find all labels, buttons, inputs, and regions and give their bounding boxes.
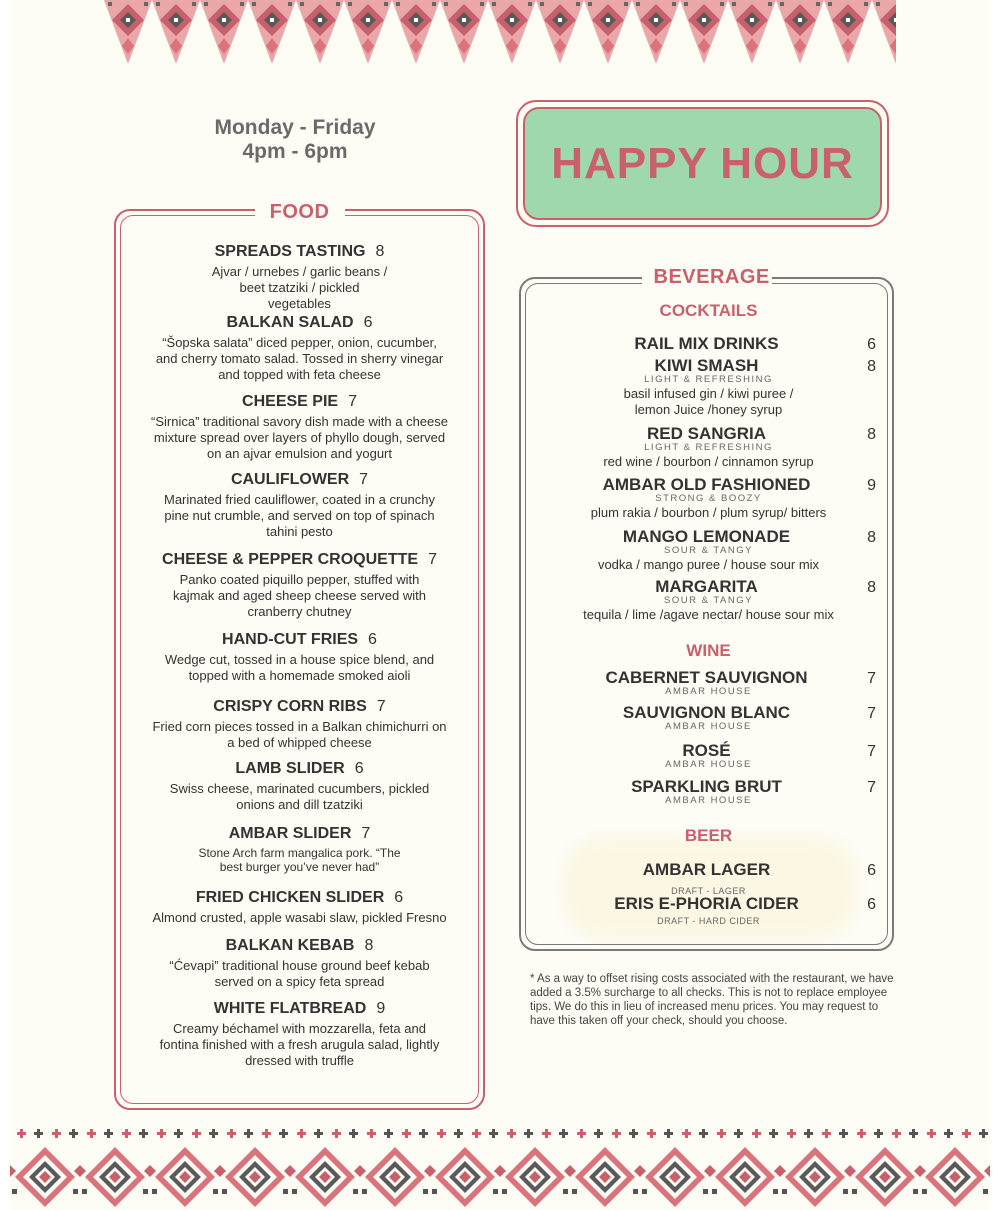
food-item	[114, 937, 485, 990]
food-item-name: WHITE FLATBREAD	[213, 1000, 367, 1017]
drink-desc: red wine / bourbon / cinnamon syrup	[603, 454, 814, 469]
food-item-desc: Panko coated piquillo pepper, stuffed with kajmak and aged sheep cheese served with cranberry chutney	[173, 572, 426, 619]
drink-name: CABERNET SAUVIGNON	[605, 668, 808, 687]
drink-tag: AMBAR HOUSE	[665, 759, 752, 770]
cocktail-item	[521, 356, 896, 418]
food-item	[114, 631, 485, 684]
cocktails-title: COCKTAILS	[659, 301, 758, 320]
food-item-name: BALKAN KEBAB	[225, 937, 355, 954]
food-item-price: 6	[394, 889, 404, 906]
food-item	[114, 698, 485, 751]
food-item-desc: Fried corn pieces tossed in a Balkan chimichurri on a bed of whipped cheese	[152, 719, 447, 750]
food-item-price: 9	[376, 1000, 386, 1017]
food-item-price: 8	[364, 937, 374, 954]
drink-name: MANGO LEMONADE	[622, 527, 791, 546]
food-item-name: HAND-CUT FRIES	[222, 631, 359, 648]
food-item-price: 6	[363, 314, 373, 331]
wine-item	[521, 777, 896, 806]
hours-block	[150, 116, 440, 164]
food-item-price: 7	[376, 698, 386, 715]
food-item-price: 6	[354, 760, 364, 777]
food-item-desc: “Šopska salata” diced pepper, onion, cucumber, and cherry tomato salad. Tossed in sherry vinegar and topped with feta cheese	[155, 335, 444, 382]
food-item-name: CAULIFLOWER	[230, 471, 350, 488]
food-item	[114, 825, 485, 874]
wine-title: WINE	[686, 641, 731, 660]
drink-desc: basil infused gin / kiwi puree / lemon Juice /honey syrup	[623, 386, 794, 417]
beer-title: BEER	[684, 826, 733, 845]
food-item-name: AMBAR SLIDER	[228, 825, 352, 842]
food-item-name: SPREADS TASTING	[214, 243, 366, 260]
food-section-title: FOOD	[255, 201, 345, 224]
cocktail-item	[521, 527, 896, 573]
food-item-name: LAMB SLIDER	[235, 760, 345, 777]
drink-name: AMBAR OLD FASHIONED	[602, 475, 811, 494]
wine-item	[521, 741, 896, 770]
food-item-price: 6	[368, 631, 377, 648]
drink-name: SPARKLING BRUT	[631, 777, 782, 796]
drink-price: 8	[867, 426, 876, 443]
drink-price: 8	[867, 358, 876, 375]
food-item-desc: Swiss cheese, marinated cucumbers, pickled onions and dill tzatziki	[169, 781, 430, 812]
drink-price: 6	[867, 336, 876, 353]
food-item	[114, 889, 485, 926]
drink-price: 7	[867, 779, 876, 796]
food-item	[114, 551, 485, 620]
cocktail-item	[521, 424, 896, 470]
food-item-price: 7	[348, 393, 357, 410]
food-item-desc: Ajvar / urnebes / garlic beans / beet tzatziki / pickled vegetables	[211, 264, 388, 311]
food-item	[114, 1000, 485, 1069]
drink-tag: LIGHT & REFRESHING	[644, 442, 773, 453]
food-item-desc: Marinated fried cauliflower, coated in a crunchy pine nut crumble, and served on top of spinach tahini pesto	[164, 492, 435, 539]
drink-name: RED SANGRIA	[646, 424, 766, 443]
food-item-price: 7	[428, 551, 437, 568]
food-item-name: CHEESE PIE	[242, 393, 339, 410]
drink-name: SAUVIGNON BLANC	[622, 703, 791, 722]
food-item-name: BALKAN SALAD	[226, 314, 354, 331]
cocktail-item	[521, 334, 896, 354]
beverage-section-title: BEVERAGE	[642, 266, 772, 289]
surcharge-footnote: * As a way to offset rising costs associated with the restaurant, we have added a 3.5% surcharge to all checks. This is not to replace employee tips. We do this in lieu of increased menu prices. You may request to have this taken off your check, should you choose.	[530, 973, 894, 1027]
food-item-name: CHEESE & PEPPER CROQUETTE	[162, 551, 419, 568]
drink-tag: STRONG & BOOZY	[655, 493, 762, 504]
food-item-price: 7	[359, 471, 369, 488]
drink-price: 7	[867, 670, 876, 687]
drink-tag: AMBAR HOUSE	[665, 721, 752, 732]
drink-desc: tequila / lime /agave nectar/ house sour mix	[583, 607, 834, 622]
drink-tag: AMBAR HOUSE	[665, 795, 752, 806]
drink-tag: SOUR & TANGY	[664, 595, 753, 606]
drink-name: RAIL MIX DRINKS	[634, 334, 779, 353]
food-item	[114, 760, 485, 813]
hours-days: Monday - Friday	[214, 116, 376, 139]
drink-name: ROSÉ	[682, 741, 731, 760]
beer-item	[521, 894, 896, 926]
beer-item	[521, 860, 896, 896]
food-item-name: CRISPY CORN RIBS	[213, 698, 367, 715]
top-embroidery-pattern	[104, 0, 896, 64]
food-item-desc: “Ćevapi” traditional house ground beef kebab served on a spicy feta spread	[169, 958, 430, 989]
drink-name: KIWI SMASH	[654, 356, 759, 375]
happy-hour-badge	[516, 100, 889, 227]
food-item	[114, 471, 485, 540]
wine-item	[521, 668, 896, 697]
drink-name: MARGARITA	[655, 577, 758, 596]
food-item-desc: “Sirnica” traditional savory dish made with a cheese mixture spread over layers of phyllo dough, served on an ajvar emulsion and yogurt	[151, 414, 448, 461]
drink-price: 6	[867, 862, 876, 879]
drink-desc: vodka / mango puree / house sour mix	[597, 557, 820, 572]
page-edge-left	[0, 0, 10, 1210]
drink-price: 7	[867, 705, 876, 722]
page-edge-right	[990, 0, 1000, 1210]
food-item	[114, 314, 485, 383]
drink-tag: AMBAR HOUSE	[665, 686, 752, 697]
food-item-price: 8	[375, 243, 385, 260]
drink-name: AMBAR LAGER	[642, 860, 771, 879]
drink-price: 9	[867, 477, 876, 494]
drink-price: 8	[867, 529, 876, 546]
drink-tag: SOUR & TANGY	[664, 545, 753, 556]
happy-hour-title: HAPPY HOUR	[523, 107, 882, 220]
drink-desc: plum rakia / bourbon / plum syrup/ bitters	[590, 505, 827, 520]
hours-time: 4pm - 6pm	[242, 140, 348, 163]
cocktail-item	[521, 475, 896, 521]
food-item	[114, 243, 485, 312]
wine-item	[521, 703, 896, 732]
food-item-desc: Creamy béchamel with mozzarella, feta and fontina finished with a fresh arugula salad, lightly dressed with truffle	[159, 1021, 440, 1068]
food-item-desc: Almond crusted, apple wasabi slaw, pickled Fresno	[152, 910, 447, 925]
drink-price: 8	[867, 579, 876, 596]
drink-name: ERIS E-PHORIA CIDER	[614, 894, 799, 913]
drink-tag: DRAFT - LAGER	[671, 886, 746, 896]
food-item	[114, 393, 485, 462]
bottom-embroidery-pattern	[10, 1125, 990, 1210]
drink-price: 6	[867, 896, 876, 913]
drink-price: 7	[867, 743, 876, 760]
food-item-desc: Wedge cut, tossed in a house spice blend, and topped with a homemade smoked aioli	[164, 652, 435, 683]
drink-tag: LIGHT & REFRESHING	[644, 374, 773, 385]
drink-tag: DRAFT - HARD CIDER	[657, 916, 760, 926]
food-item-desc: Stone Arch farm mangalica pork. “The best burger you’ve never had”	[198, 846, 401, 874]
food-item-price: 7	[361, 825, 371, 842]
food-item-name: FRIED CHICKEN SLIDER	[195, 889, 385, 906]
cocktail-item	[521, 577, 896, 623]
beverage-panel	[519, 266, 894, 951]
